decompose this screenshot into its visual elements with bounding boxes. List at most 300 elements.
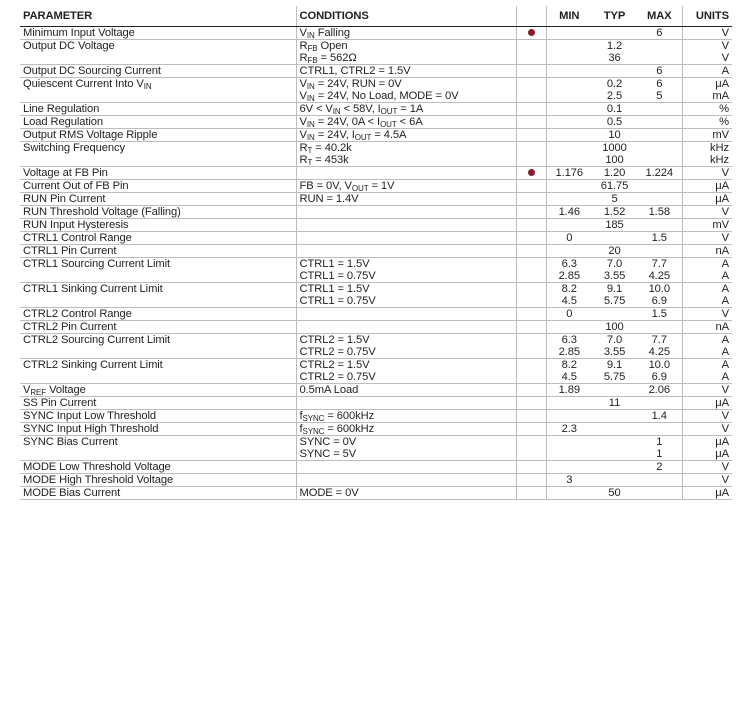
units-value: % (719, 116, 729, 128)
typ-cell (592, 116, 637, 129)
max-cell (637, 474, 682, 487)
typ-cell (592, 193, 637, 206)
typ-cell (592, 474, 637, 487)
typ-cell (592, 232, 637, 245)
typ-cell (592, 321, 637, 334)
temp-range-cell (516, 142, 546, 167)
units-value: V (721, 410, 729, 422)
min-cell (546, 167, 592, 180)
units-value: A (721, 295, 729, 307)
parameter-name: CTRL1 Pin Current (23, 245, 117, 257)
typ-cell (592, 308, 637, 321)
min-value: 1.89 (558, 384, 580, 396)
typ-cell (592, 436, 637, 461)
min-value: 3 (566, 474, 573, 486)
max-cell (637, 219, 682, 232)
units-value: V (721, 40, 729, 52)
header-max: MAX (637, 6, 682, 27)
temp-range-cell (516, 219, 546, 232)
conditions-cell (296, 436, 516, 461)
parameter-name: CTRL1 Sinking Current Limit (23, 283, 163, 295)
parameter-cell (20, 384, 296, 397)
typ-value: 11 (608, 397, 621, 409)
conditions-cell (296, 193, 516, 206)
units-value: μA (715, 78, 729, 90)
temp-range-cell (516, 359, 546, 384)
parameter-cell (20, 27, 296, 40)
parameter-cell (20, 116, 296, 129)
condition-text: 0.5mA Load (299, 384, 359, 396)
max-cell (637, 40, 682, 65)
units-cell (682, 423, 732, 436)
header-temp-marker (516, 6, 546, 27)
parameter-cell (20, 167, 296, 180)
conditions-cell (296, 397, 516, 410)
table-row (20, 321, 732, 334)
table-row (20, 65, 732, 78)
table-row (20, 129, 732, 142)
units-value: A (721, 346, 729, 358)
parameter-name: Voltage at FB Pin (23, 167, 108, 179)
parameter-name: CTRL2 Pin Current (23, 321, 117, 333)
conditions-cell (296, 474, 516, 487)
typ-cell (592, 142, 637, 167)
typ-value: 1.2 (606, 40, 623, 52)
units-value: μA (715, 180, 729, 192)
parameter-name: CTRL2 Sourcing Current Limit (23, 334, 171, 346)
parameter-name: Output RMS Voltage Ripple (23, 129, 158, 141)
condition-text: SYNC = 5V (299, 448, 357, 460)
temp-range-cell (516, 129, 546, 142)
max-cell (637, 436, 682, 461)
units-cell (682, 321, 732, 334)
table-row (20, 308, 732, 321)
max-cell (637, 245, 682, 258)
condition-text: CTRL2 = 0.75V (299, 371, 376, 383)
units-cell (682, 410, 732, 423)
typ-value: 7.0 (606, 258, 623, 270)
typ-value: 1000 (602, 142, 627, 154)
units-cell (682, 193, 732, 206)
units-value: A (721, 270, 729, 282)
condition-text: $V_{IN} = 24V$, $0A < I_{OUT} < 6A$ (299, 116, 423, 129)
typ-cell (592, 245, 637, 258)
temp-range-cell (516, 461, 546, 474)
table-row (20, 436, 732, 461)
min-cell (546, 116, 592, 129)
conditions-cell (296, 206, 516, 219)
temp-range-cell (516, 423, 546, 436)
units-cell (682, 167, 732, 180)
table-row (20, 474, 732, 487)
conditions-cell (296, 27, 516, 40)
parameter-name: CTRL1 Sourcing Current Limit (23, 258, 171, 270)
parameter-cell (20, 308, 296, 321)
max-value: 6.9 (651, 295, 667, 307)
typ-cell (592, 423, 637, 436)
temp-range-cell (516, 245, 546, 258)
conditions-cell (296, 487, 516, 500)
typ-value: 5.75 (603, 295, 626, 307)
units-cell (682, 359, 732, 384)
typ-value: 185 (605, 219, 624, 231)
typ-cell (592, 167, 637, 180)
min-cell (546, 283, 592, 308)
condition-text: $V_{IN} = 24V$, No Load, MODE = 0V (299, 90, 459, 103)
units-cell (682, 461, 732, 474)
max-cell (637, 321, 682, 334)
min-cell (546, 65, 592, 78)
units-value: mV (712, 219, 729, 231)
conditions-cell (296, 359, 516, 384)
temp-range-cell (516, 232, 546, 245)
table-row (20, 103, 732, 116)
temp-range-cell (516, 487, 546, 500)
parameter-cell (20, 142, 296, 167)
max-cell (637, 180, 682, 193)
typ-cell (592, 384, 637, 397)
typ-cell (592, 206, 637, 219)
condition-text: RUN = 1.4V (299, 193, 359, 205)
conditions-cell (296, 142, 516, 167)
parameter-name: Minimum Input Voltage (23, 27, 135, 39)
parameter-cell (20, 180, 296, 193)
units-cell (682, 474, 732, 487)
parameter-name: Quiescent Current Into $V_{IN}$ (23, 78, 152, 91)
max-cell (637, 308, 682, 321)
table-row (20, 232, 732, 245)
max-value: 6.9 (651, 371, 667, 383)
min-cell (546, 103, 592, 116)
min-cell (546, 27, 592, 40)
parameter-cell (20, 78, 296, 103)
temp-range-cell (516, 167, 546, 180)
temp-range-cell (516, 27, 546, 40)
parameter-name: RUN Input Hysteresis (23, 219, 129, 231)
min-cell (546, 397, 592, 410)
min-cell (546, 219, 592, 232)
condition-text: $6V < V_{IN} < 58V$, $I_{OUT} = 1A$ (299, 103, 424, 116)
parameter-cell (20, 258, 296, 283)
units-value: μA (715, 436, 729, 448)
units-value: V (721, 232, 729, 244)
condition-text: CTRL1 = 1.5V (299, 258, 370, 270)
min-value: 6.3 (561, 334, 577, 346)
conditions-cell (296, 258, 516, 283)
max-cell (637, 116, 682, 129)
parameter-cell (20, 206, 296, 219)
units-value: V (721, 308, 729, 320)
table-body (20, 27, 732, 500)
units-cell (682, 334, 732, 359)
parameter-cell (20, 461, 296, 474)
parameter-cell (20, 334, 296, 359)
condition-text: $R_T = 453k$ (299, 154, 349, 167)
typ-cell (592, 129, 637, 142)
typ-cell (592, 103, 637, 116)
condition-text: CTRL2 = 1.5V (299, 359, 370, 371)
min-value: 0 (566, 308, 573, 320)
max-cell (637, 384, 682, 397)
condition-text: CTRL1 = 0.75V (299, 295, 376, 307)
min-cell (546, 232, 592, 245)
conditions-cell (296, 321, 516, 334)
min-cell (546, 436, 592, 461)
electrical-characteristics-table (20, 6, 732, 500)
table-row (20, 283, 732, 308)
header-row (20, 6, 732, 27)
parameter-name: Line Regulation (23, 103, 100, 115)
parameter-cell (20, 219, 296, 232)
table-row (20, 359, 732, 384)
typ-value: 61.75 (600, 180, 629, 192)
max-cell (637, 167, 682, 180)
conditions-cell (296, 334, 516, 359)
min-cell (546, 474, 592, 487)
header-parameter: PARAMETER (20, 6, 296, 27)
max-cell (637, 423, 682, 436)
units-value: nA (715, 245, 729, 257)
typ-value: 5 (611, 193, 618, 205)
typ-value: 3.55 (603, 346, 626, 358)
typ-value: 20 (608, 245, 621, 257)
header-conditions: CONDITIONS (296, 6, 516, 27)
max-value: 6 (656, 78, 663, 90)
typ-value: 100 (605, 154, 624, 166)
temp-range-cell (516, 436, 546, 461)
conditions-cell (296, 423, 516, 436)
units-cell (682, 103, 732, 116)
parameter-cell (20, 193, 296, 206)
units-cell (682, 308, 732, 321)
units-cell (682, 232, 732, 245)
max-value: 4.25 (648, 346, 670, 358)
parameter-name: SYNC Bias Current (23, 436, 118, 448)
min-value: 2.85 (558, 346, 580, 358)
temp-range-cell (516, 321, 546, 334)
condition-text: $V_{IN} = 24V$, RUN = 0V (299, 78, 402, 91)
temp-range-cell (516, 65, 546, 78)
temp-range-cell (516, 334, 546, 359)
min-cell (546, 245, 592, 258)
condition-text: CTRL1 = 0.75V (299, 270, 376, 282)
min-cell (546, 321, 592, 334)
max-cell (637, 142, 682, 167)
max-value: 1 (656, 436, 663, 448)
max-value: 1.5 (651, 308, 667, 320)
units-value: A (721, 283, 729, 295)
units-value: V (721, 474, 729, 486)
typ-value: 7.0 (606, 334, 623, 346)
units-cell (682, 27, 732, 40)
units-value: V (721, 461, 729, 473)
table-row (20, 423, 732, 436)
condition-text: FB = 0V, $V_{OUT} = 1V$ (299, 180, 395, 193)
max-value: 6 (656, 65, 663, 77)
parameter-name: SS Pin Current (23, 397, 97, 409)
max-value: 10.0 (648, 283, 670, 295)
table-row (20, 167, 732, 180)
typ-cell (592, 78, 637, 103)
units-value: nA (715, 321, 729, 333)
table-row (20, 206, 732, 219)
units-cell (682, 142, 732, 167)
condition-text: CTRL1, CTRL2 = 1.5V (299, 65, 411, 77)
min-value: 2.85 (558, 270, 580, 282)
units-cell (682, 78, 732, 103)
units-value: μA (715, 397, 729, 409)
conditions-cell (296, 461, 516, 474)
conditions-cell (296, 129, 516, 142)
conditions-cell (296, 245, 516, 258)
max-cell (637, 27, 682, 40)
condition-text: MODE = 0V (299, 487, 359, 499)
conditions-cell (296, 78, 516, 103)
max-value: 7.7 (651, 258, 667, 270)
table-row (20, 78, 732, 103)
parameter-name: CTRL2 Sinking Current Limit (23, 359, 163, 371)
units-value: V (721, 384, 729, 396)
parameter-cell (20, 359, 296, 384)
units-value: μA (715, 448, 729, 460)
parameter-name: MODE High Threshold Voltage (23, 474, 174, 486)
conditions-cell (296, 219, 516, 232)
conditions-cell (296, 167, 516, 180)
typ-value: 9.1 (606, 359, 623, 371)
max-cell (637, 397, 682, 410)
parameter-cell (20, 283, 296, 308)
max-value: 5 (656, 90, 663, 102)
conditions-cell (296, 410, 516, 423)
parameter-name: CTRL1 Control Range (23, 232, 132, 244)
typ-value: 10 (608, 129, 621, 141)
max-value: 6 (656, 27, 663, 39)
parameter-name: $V_{REF}$ Voltage (23, 384, 86, 397)
conditions-cell (296, 232, 516, 245)
units-value: V (721, 27, 729, 39)
min-cell (546, 206, 592, 219)
table-row (20, 258, 732, 283)
min-cell (546, 40, 592, 65)
table-row (20, 219, 732, 232)
condition-text: $f_{SYNC} = 600kHz$ (299, 423, 375, 436)
table-row (20, 116, 732, 129)
parameter-name: RUN Threshold Voltage (Falling) (23, 206, 181, 218)
units-cell (682, 129, 732, 142)
table-row (20, 27, 732, 40)
max-value: 2 (656, 461, 663, 473)
typ-cell (592, 359, 637, 384)
units-value: A (721, 359, 729, 371)
table-row (20, 461, 732, 474)
units-value: A (721, 371, 729, 383)
parameter-cell (20, 423, 296, 436)
parameter-cell (20, 474, 296, 487)
parameter-name: Load Regulation (23, 116, 103, 128)
max-cell (637, 206, 682, 219)
units-cell (682, 258, 732, 283)
units-value: μA (715, 487, 729, 499)
typ-value: 1.52 (603, 206, 626, 218)
units-cell (682, 65, 732, 78)
units-cell (682, 206, 732, 219)
max-value: 4.25 (648, 270, 670, 282)
max-cell (637, 359, 682, 384)
min-cell (546, 258, 592, 283)
typ-value: 5.75 (603, 371, 626, 383)
min-cell (546, 487, 592, 500)
parameter-cell (20, 129, 296, 142)
max-cell (637, 232, 682, 245)
temp-range-cell (516, 103, 546, 116)
condition-text: $f_{SYNC} = 600kHz$ (299, 410, 375, 423)
temp-range-cell (516, 283, 546, 308)
max-value: 1.5 (651, 232, 667, 244)
units-cell (682, 245, 732, 258)
typ-value: 36 (608, 52, 621, 64)
min-cell (546, 142, 592, 167)
parameter-cell (20, 410, 296, 423)
min-value: 2.3 (561, 423, 577, 435)
parameter-name: Output DC Sourcing Current (23, 65, 161, 77)
parameter-cell (20, 436, 296, 461)
condition-text: CTRL2 = 1.5V (299, 334, 370, 346)
condition-text: $V_{IN}$ Falling (299, 27, 350, 40)
min-cell (546, 423, 592, 436)
min-cell (546, 193, 592, 206)
typ-value: 3.55 (603, 270, 626, 282)
parameter-name: SYNC Input High Threshold (23, 423, 159, 435)
units-value: V (721, 52, 729, 64)
parameter-cell (20, 487, 296, 500)
parameter-name: RUN Pin Current (23, 193, 106, 205)
header-units: UNITS (682, 6, 732, 27)
table-row (20, 397, 732, 410)
units-cell (682, 283, 732, 308)
typ-cell (592, 258, 637, 283)
min-value: 6.3 (561, 258, 577, 270)
header-typ: TYP (592, 6, 637, 27)
typ-cell (592, 397, 637, 410)
min-cell (546, 410, 592, 423)
condition-text: CTRL2 = 0.75V (299, 346, 376, 358)
max-value: 10.0 (648, 359, 670, 371)
max-value: 7.7 (651, 334, 667, 346)
min-cell (546, 359, 592, 384)
min-cell (546, 334, 592, 359)
typ-cell (592, 487, 637, 500)
max-cell (637, 65, 682, 78)
parameter-cell (20, 245, 296, 258)
min-cell (546, 384, 592, 397)
conditions-cell (296, 40, 516, 65)
units-cell (682, 487, 732, 500)
typ-cell (592, 461, 637, 474)
max-value: 1.4 (651, 410, 667, 422)
conditions-cell (296, 116, 516, 129)
parameter-cell (20, 65, 296, 78)
min-cell (546, 78, 592, 103)
units-value: V (721, 167, 729, 179)
parameter-cell (20, 103, 296, 116)
max-cell (637, 334, 682, 359)
max-value: 1.58 (648, 206, 670, 218)
units-value: V (721, 423, 729, 435)
conditions-cell (296, 308, 516, 321)
min-value: 1.46 (558, 206, 580, 218)
min-value: 4.5 (561, 295, 577, 307)
max-value: 1 (656, 448, 663, 460)
